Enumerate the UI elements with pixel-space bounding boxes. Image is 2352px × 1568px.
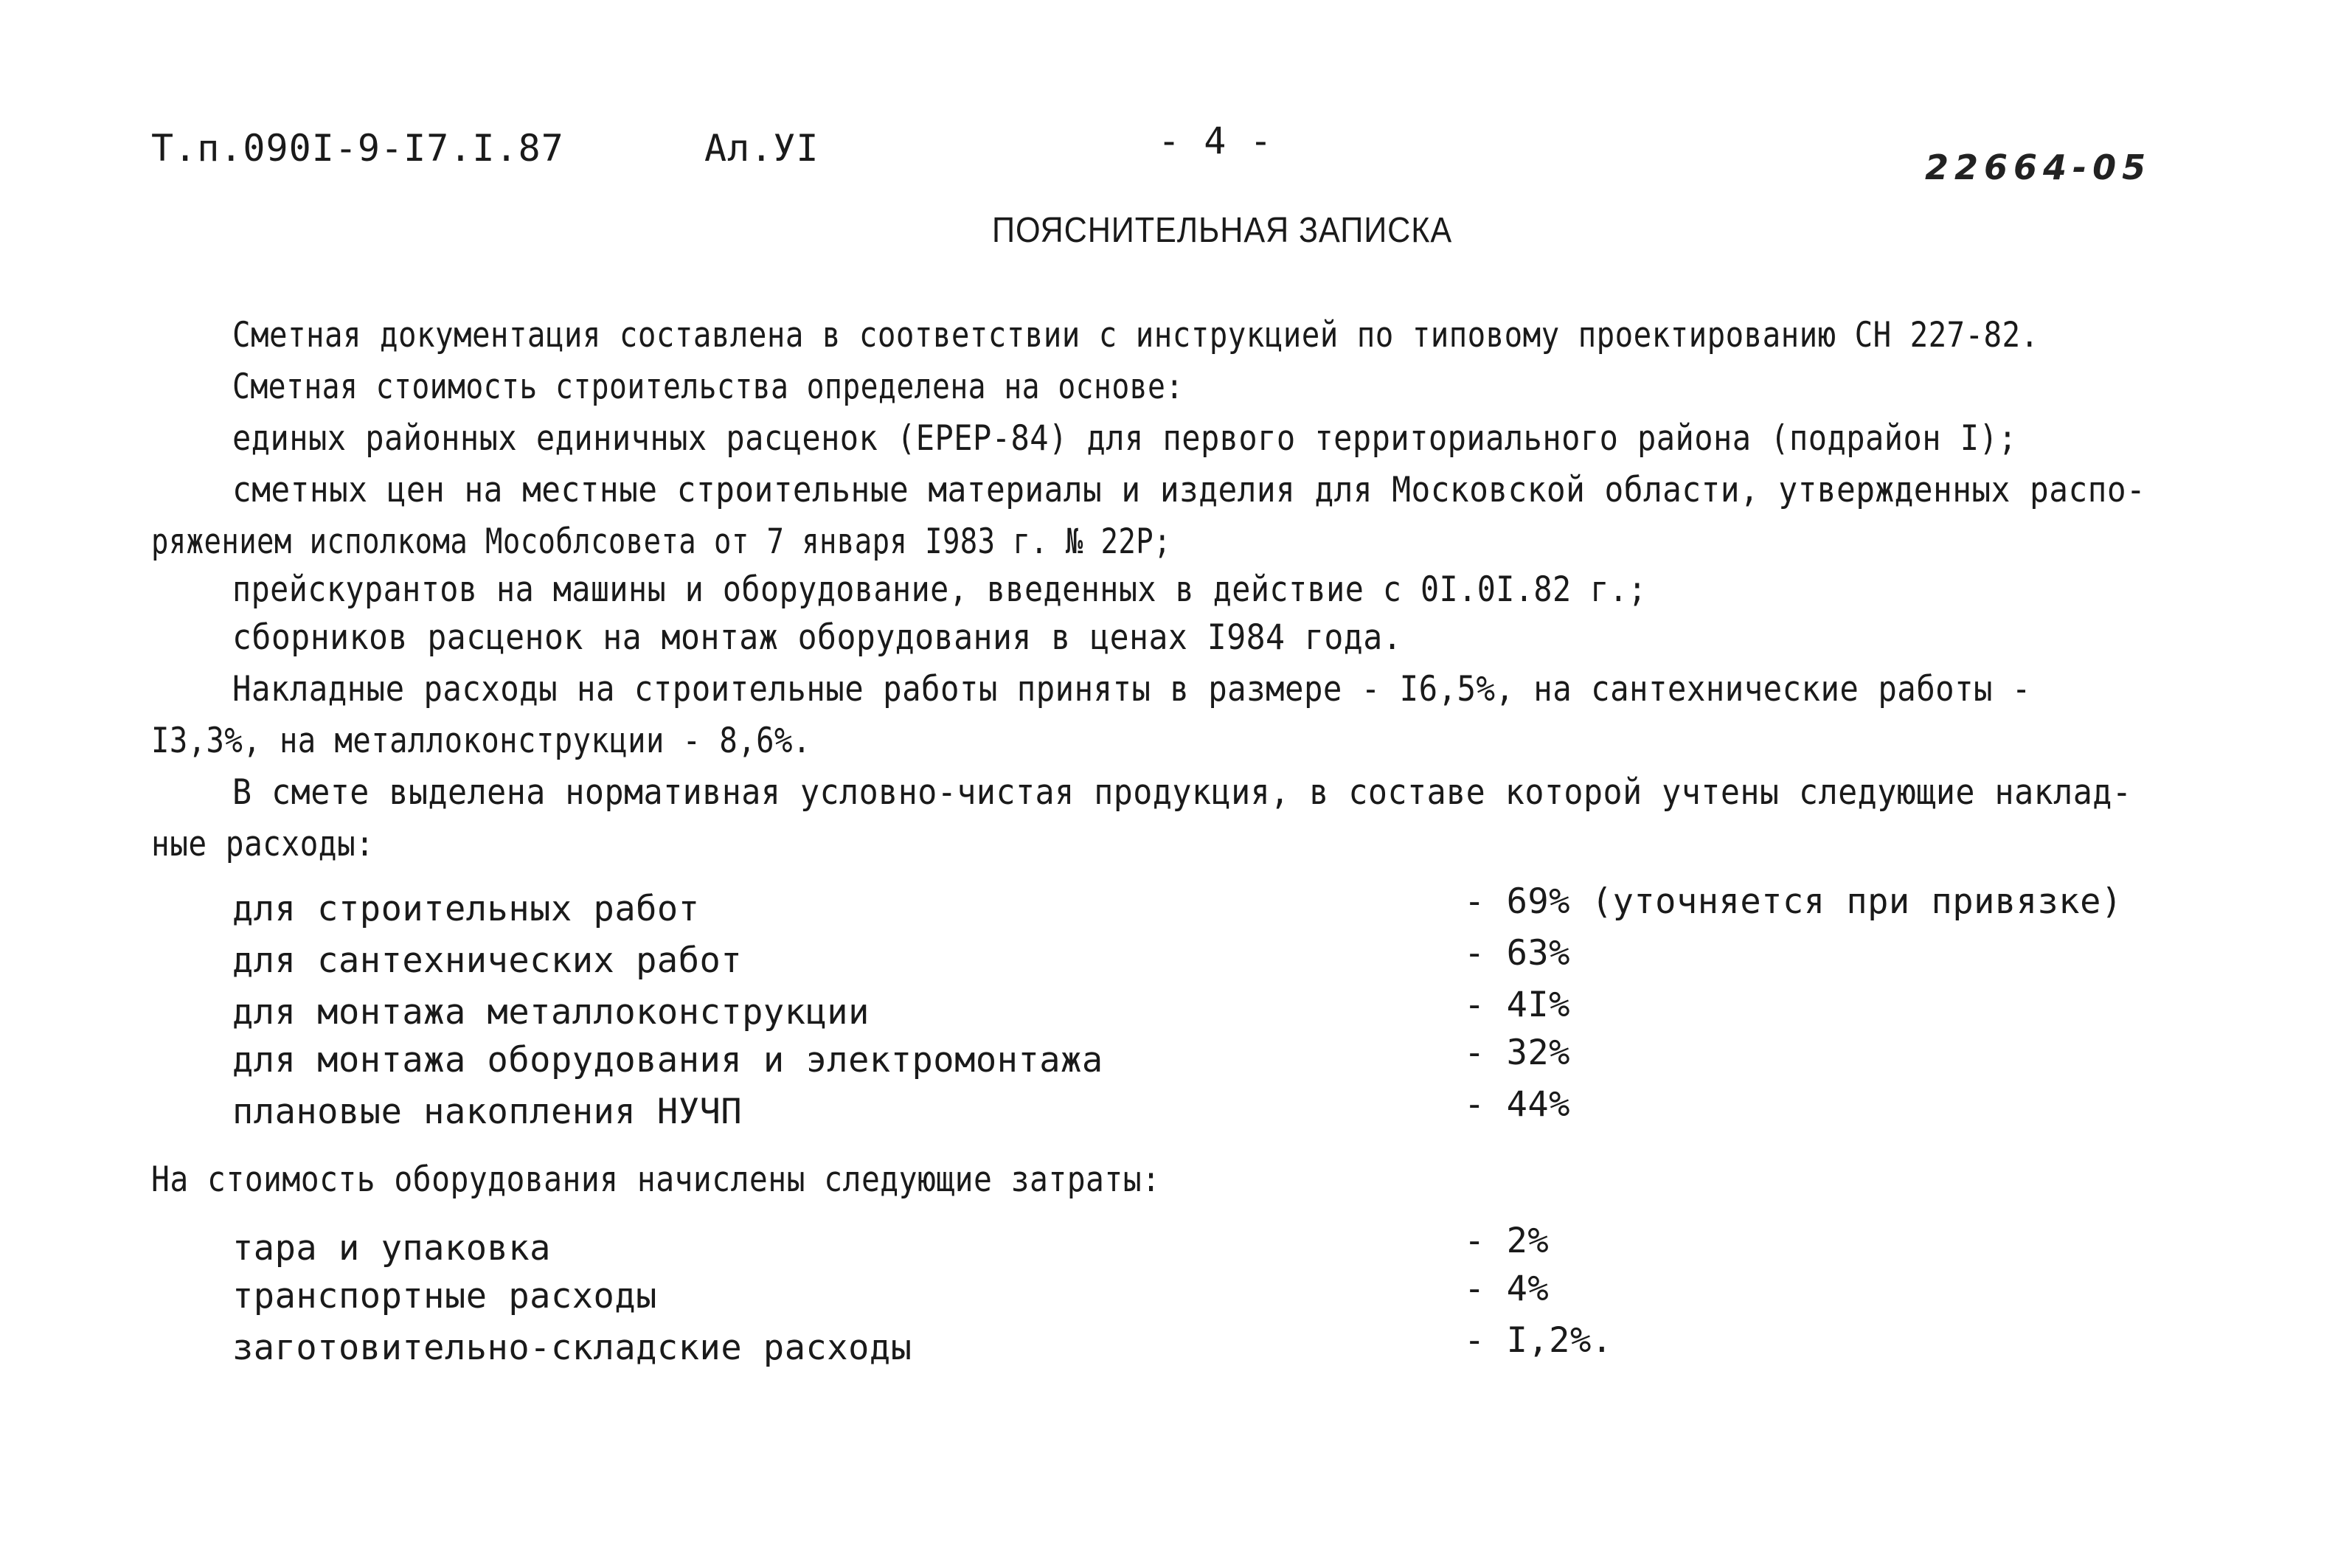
list-item-value: - I,2%. [1464,1320,1613,1361]
body-line: единых районных единичных расценок (ЕРЕР-84) для первого территориального района (подрайон I); [232,418,2017,459]
list-item-label: для строительных работ [232,889,700,929]
list-item-value: - 4% [1464,1269,1550,1309]
list-item-label: для монтажа оборудования и электромонтажа [232,1040,1103,1080]
list-item-label: транспортные расходы [232,1276,657,1317]
list-item-value: - 4I% [1464,985,1570,1025]
body-line: I3,3%, на металлоконструкции - 8,6%. [151,721,811,761]
body-line: прейскурантов на машины и оборудование, введенных в действие с 0I.0I.82 г.; [232,569,1647,610]
list-item-value: - 2% [1464,1221,1550,1261]
list-item-label: для монтажа металлоконструкции [232,992,870,1033]
list-item-label: тара и упаковка [232,1228,551,1269]
list-item-value: - 32% [1464,1033,1570,1073]
body-line: Сметная стоимость строительства определена на основе: [232,367,1184,407]
body-line: Сметная документация составлена в соответствии с инструкцией по типовому проектированию СН 227-82. [232,315,2039,355]
body-line: сборников расценок на монтаж оборудования в ценах I984 года. [232,617,1403,658]
body-line: сметных цен на местные строительные материалы и изделия для Московской области, утвержденных распо- [232,470,2146,510]
list-item-value: - 69% (уточняется при привязке) [1464,881,2123,922]
page-title: ПОЯСНИТЕЛЬНАЯ ЗАПИСКА [992,211,1453,250]
body-line: ные расходы: [151,824,375,864]
page-number: - 4 - [1158,119,1273,162]
body-line: В смете выделена нормативная условно-чистая продукция, в составе которой учтены следующие наклад- [232,772,2132,813]
list-item-label: заготовительно-складские расходы [232,1328,912,1368]
list-item-label: для сантехнических работ [232,940,743,981]
list-item-value: - 63% [1464,933,1570,974]
equipment-intro: На стоимость оборудования начислены следующие затраты: [151,1159,1161,1200]
body-line: ряжением исполкома Мособлсовета от 7 января I983 г. № 22Р; [151,521,1171,562]
body-line: Накладные расходы на строительные работы приняты в размере - I6,5%, на сантехнические работы - [232,669,2031,710]
project-code: Т.п.090I-9-I7.I.87 [151,127,564,170]
document-number: 22664-05 [1925,148,2152,187]
list-item-label: плановые накопления НУЧП [232,1092,743,1132]
album-number: Ал.УI [704,127,819,170]
list-item-value: - 44% [1464,1084,1570,1125]
